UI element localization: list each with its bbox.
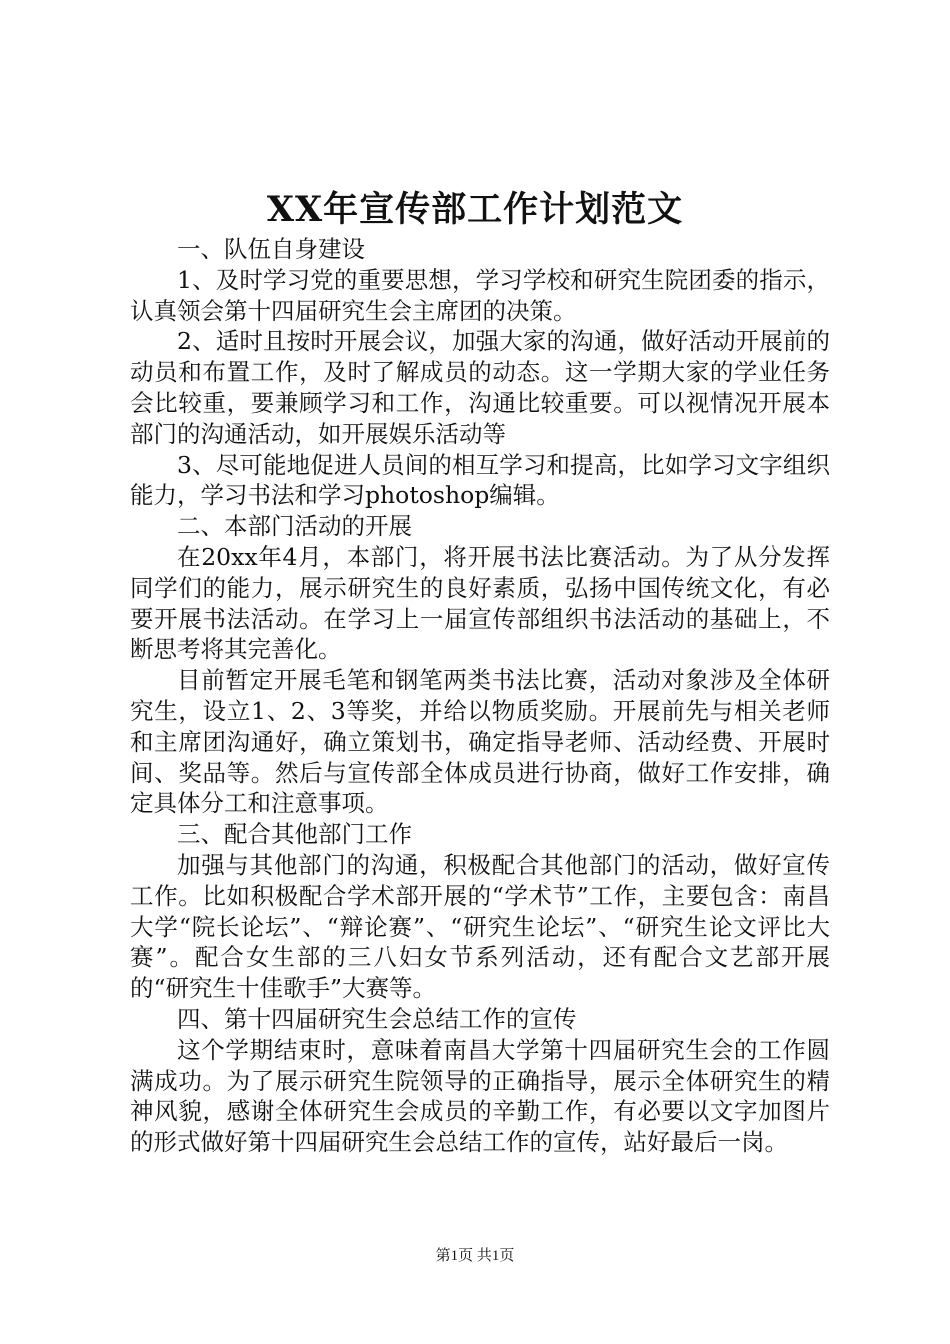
document-body [130,234,830,1158]
section-heading-3: 三、配合其他部门工作 [177,820,412,849]
document-title: XX年宣传部工作计划范文 [266,189,684,230]
paragraph: 加强与其他部门的沟通，积极配合其他部门的活动，做好宣传工作。比如积极配合学术部开展的“学术节”工作，主要包含：南昌大学“院长论坛”、“辩论赛”、“研究生论坛”、“研究生论文评比大赛”。配合女生部的三八妇女节系列活动，还有配合文艺部开展的“研究生十佳歌手”大赛等。 [130,850,830,1003]
paragraph: 在20xx年4月，本部门，将开展书法比赛活动。为了从分发挥同学们的能力，展示研究生的良好素质，弘扬中国传统文化，有必要开展书法活动。在学习上一届宣传部组织书法活动的基础上，不断思考将其完善化。 [130,542,830,664]
paragraph: 这个学期结束时，意味着南昌大学第十四届研究生会的工作圆满成功。为了展示研究生院领导的正确指导，展示全体研究生的精神风貌，感谢全体研究生会成员的辛勤工作，有必要以文字加图片的形式做好第十四届研究生会总结工作的宣传，站好最后一岗。 [130,1035,830,1157]
paragraph: 2、适时且按时开展会议，加强大家的沟通，做好活动开展前的动员和布置工作，及时了解成员的动态。这一学期大家的学业任务会比较重，要兼顾学习和工作，沟通比较重要。可以视情况开展本部门的沟通活动，如开展娱乐活动等 [130,327,830,448]
section-heading-4: 四、第十四届研究生会总结工作的宣传 [177,1004,577,1033]
section-heading-1: 一、队伍自身建设 [177,235,365,263]
paragraph: 1、及时学习党的重要思想，学习学校和研究生院团委的指示，认真领会第十四届研究生会主席团的决策。 [130,265,830,325]
page-footer: 第1页 共1页 [435,1248,515,1264]
paragraph: 3、尽可能地促进人员间的相互学习和提高，比如学习文字组织能力，学习书法和学习photoshop编辑。 [130,450,830,510]
paragraph: 目前暂定开展毛笔和钢笔两类书法比赛，活动对象涉及全体研究生，设立1、2、3等奖，并给以物质奖励。开展前先与相关老师和主席团沟通好，确立策划书，确定指导老师、活动经费、开展时间、奖品等。然后与宣传部全体成员进行协商，做好工作安排，确定具体分工和注意事项。 [130,666,830,818]
section-heading-2: 二、本部门活动的开展 [177,512,412,541]
